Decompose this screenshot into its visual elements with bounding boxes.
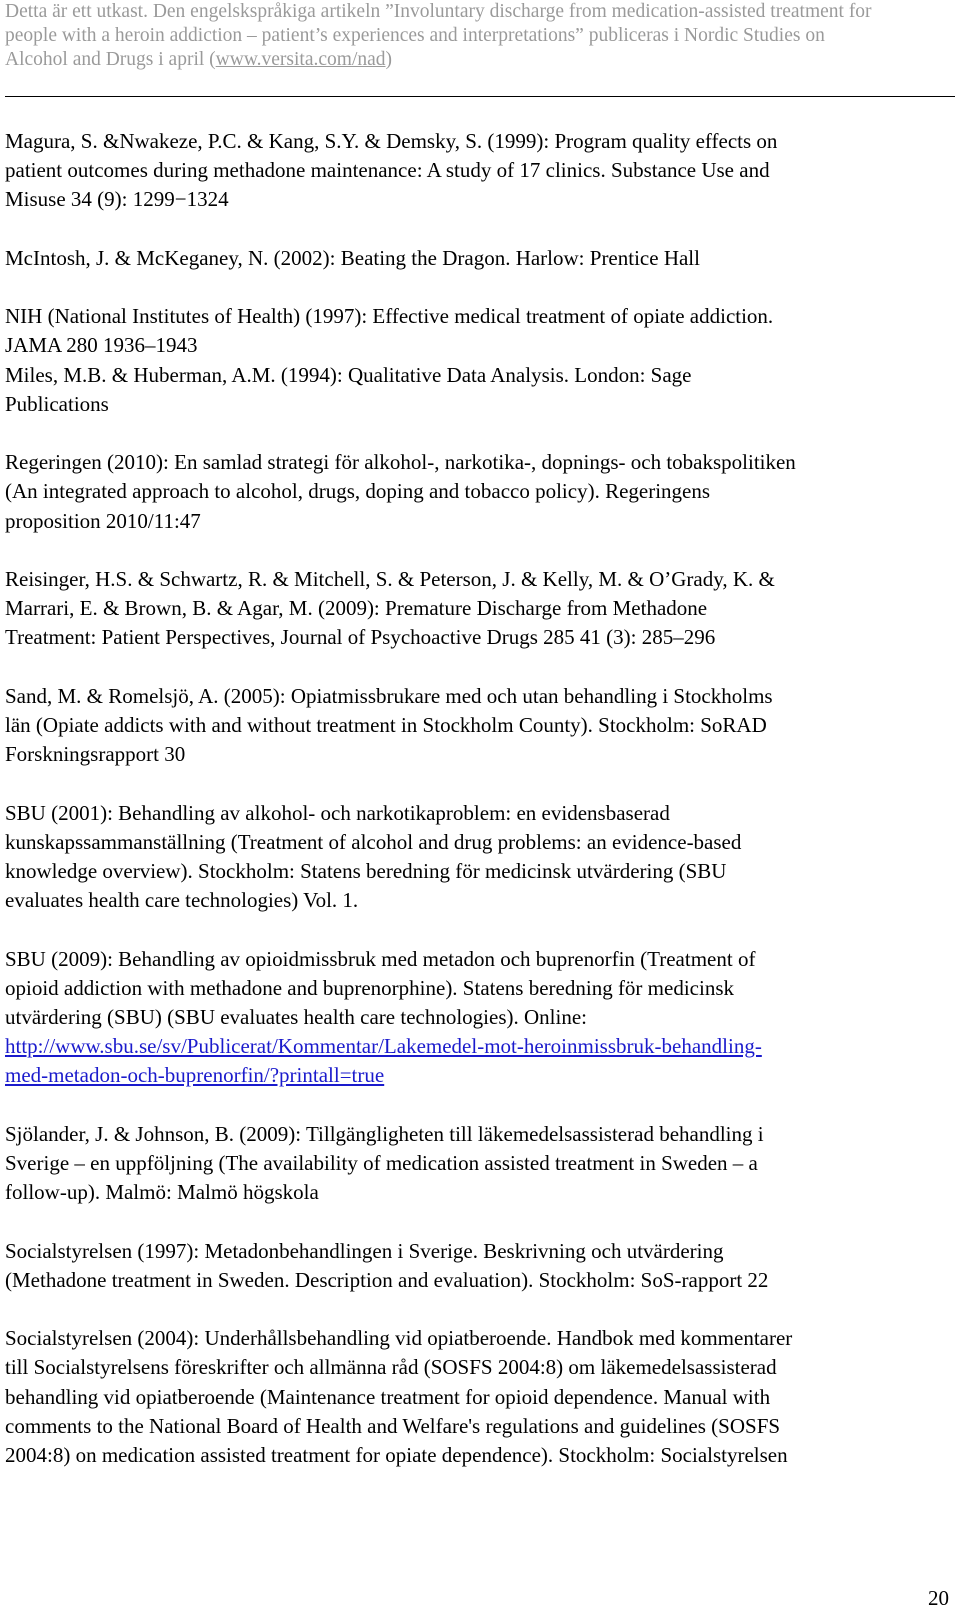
reference-line: opioid addiction with methadone and buprenorphine). Statens beredning för medicinsk [5, 975, 734, 1000]
reference-line: till Socialstyrelsens föreskrifter och allmänna råd (SOSFS 2004:8) om läkemedelsassisterad [5, 1355, 777, 1380]
reference-line: Sand, M. & Romelsjö, A. (2005): Opiatmissbrukare med och utan behandling i Stockholms [5, 683, 773, 708]
reference-line: Magura, S. &Nwakeze, P.C. & Kang, S.Y. & Demsky, S. (1999): Program quality effects on [5, 129, 778, 153]
page-number: 20 [928, 1586, 949, 1610]
reference-line: Sjölander, J. & Johnson, B. (2009): Tillgängligheten till läkemedelsassisterad behandling i [5, 1121, 764, 1146]
reference-line: JAMA 280 1936–1943 [5, 333, 198, 358]
reference-reisinger [5, 565, 955, 653]
sbu-url-link[interactable] [5, 1032, 955, 1090]
reference-line: Misuse 34 (9): 1299−1324 [5, 187, 229, 212]
reference-line: knowledge overview). Stockholm: Statens beredning för medicinsk utvärdering (SBU [5, 858, 727, 883]
draft-notice-line-3-close: ) [385, 49, 393, 70]
reference-line: Reisinger, H.S. & Schwartz, R. & Mitchell, S. & Peterson, J. & Kelly, M. & O’Grady, K. & [5, 566, 775, 591]
draft-notice-line-3-text: Alcohol and Drugs i april ( [5, 49, 216, 70]
draft-notice-line-1: Detta är ett utkast. Den engelskspråkiga artikeln ”Involuntary discharge from medication-assisted treatment for [5, 1, 872, 22]
reference-list [5, 127, 955, 1499]
reference-line: SBU (2009): Behandling av opioidmissbruk med metadon och buprenorfin (Treatment of [5, 946, 756, 971]
draft-notice-line-3 [5, 48, 955, 72]
reference-line: Marrari, E. & Brown, B. & Agar, M. (2009): Premature Discharge from Methadone [5, 596, 708, 621]
draft-notice-line-2: people with a heroin addiction – patient’s experiences and interpretations” publiceras i Nordic Studies on [5, 25, 825, 46]
reference-line: Forskningsrapport 30 [5, 742, 186, 767]
reference-line: (An integrated approach to alcohol, drugs, doping and tobacco policy). Regeringens [5, 479, 711, 504]
reference-line: kunskapssammanställning (Treatment of alcohol and drug problems: an evidence-based [5, 829, 742, 854]
reference-line: comments to the National Board of Health and Welfare's regulations and guidelines (SOSFS [5, 1413, 781, 1438]
reference-line: Miles, M.B. & Huberman, A.M. (1994): Qualitative Data Analysis. London: Sage [5, 362, 692, 387]
reference-sjolander [5, 1120, 955, 1208]
reference-sbu-2001 [5, 799, 955, 916]
reference-magura [5, 127, 955, 215]
versita-link[interactable]: www.versita.com/nad [215, 49, 386, 70]
reference-line: Sverige – en uppföljning (The availability of medication assisted treatment in Sweden – a [5, 1150, 758, 1175]
reference-line: NIH (National Institutes of Health) (1997): Effective medical treatment of opiate addiction. [5, 304, 774, 329]
reference-line: 2004:8) on medication assisted treatment for opiate dependence). Stockholm: Socialstyrelsen [5, 1442, 788, 1467]
reference-line: proposition 2010/11:47 [5, 508, 201, 533]
reference-line: Treatment: Patient Perspectives, Journal of Psychoactive Drugs 285 41 (3): 285–296 [5, 625, 716, 650]
reference-line: Regeringen (2010): En samlad strategi för alkohol-, narkotika-, dopnings- och tobakspolitiken [5, 450, 796, 475]
reference-line: behandling vid opiatberoende (Maintenance treatment for opioid dependence. Manual with [5, 1384, 771, 1409]
reference-regeringen [5, 448, 955, 536]
header-divider [5, 96, 955, 97]
reference-socialstyrelsen-1997 [5, 1237, 955, 1295]
reference-nih [5, 302, 955, 360]
reference-line: utvärdering (SBU) (SBU evaluates health care technologies). Online: [5, 1004, 587, 1029]
reference-line: follow-up). Malmö: Malmö högskola [5, 1180, 319, 1205]
reference-sbu-2009 [5, 945, 955, 1091]
reference-line: Socialstyrelsen (2004): Underhållsbehandling vid opiatberoende. Handbok med kommentarer [5, 1326, 793, 1351]
reference-miles [5, 361, 955, 419]
reference-line: patient outcomes during methadone maintenance: A study of 17 clinics. Substance Use and [5, 158, 770, 183]
reference-line: län (Opiate addicts with and without treatment in Stockholm County). Stockholm: SoRAD [5, 712, 767, 737]
reference-line: Socialstyrelsen (1997): Metadonbehandlingen i Sverige. Beskrivning och utvärdering [5, 1238, 724, 1263]
sbu-url-link-line-1[interactable]: http://www.sbu.se/sv/Publicerat/Kommentar/Lakemedel-mot-heroinmissbruk-behandling- [5, 1034, 762, 1059]
reference-line: (Methadone treatment in Sweden. Description and evaluation). Stockholm: SoS-rapport 22 [5, 1267, 769, 1292]
reference-line: Publications [5, 391, 109, 416]
draft-notice-header [5, 0, 955, 72]
reference-socialstyrelsen-2004 [5, 1324, 955, 1470]
reference-sand [5, 682, 955, 770]
reference-line: evaluates health care technologies) Vol. 1. [5, 888, 359, 913]
reference-mcintosh [5, 244, 955, 273]
reference-line: McIntosh, J. & McKeganey, N. (2002): Beating the Dragon. Harlow: Prentice Hall [5, 245, 700, 270]
reference-line: SBU (2001): Behandling av alkohol- och narkotikaproblem: en evidensbaserad [5, 800, 670, 825]
sbu-url-link-line-2[interactable]: med-metadon-och-buprenorfin/?printall=true [5, 1063, 385, 1088]
